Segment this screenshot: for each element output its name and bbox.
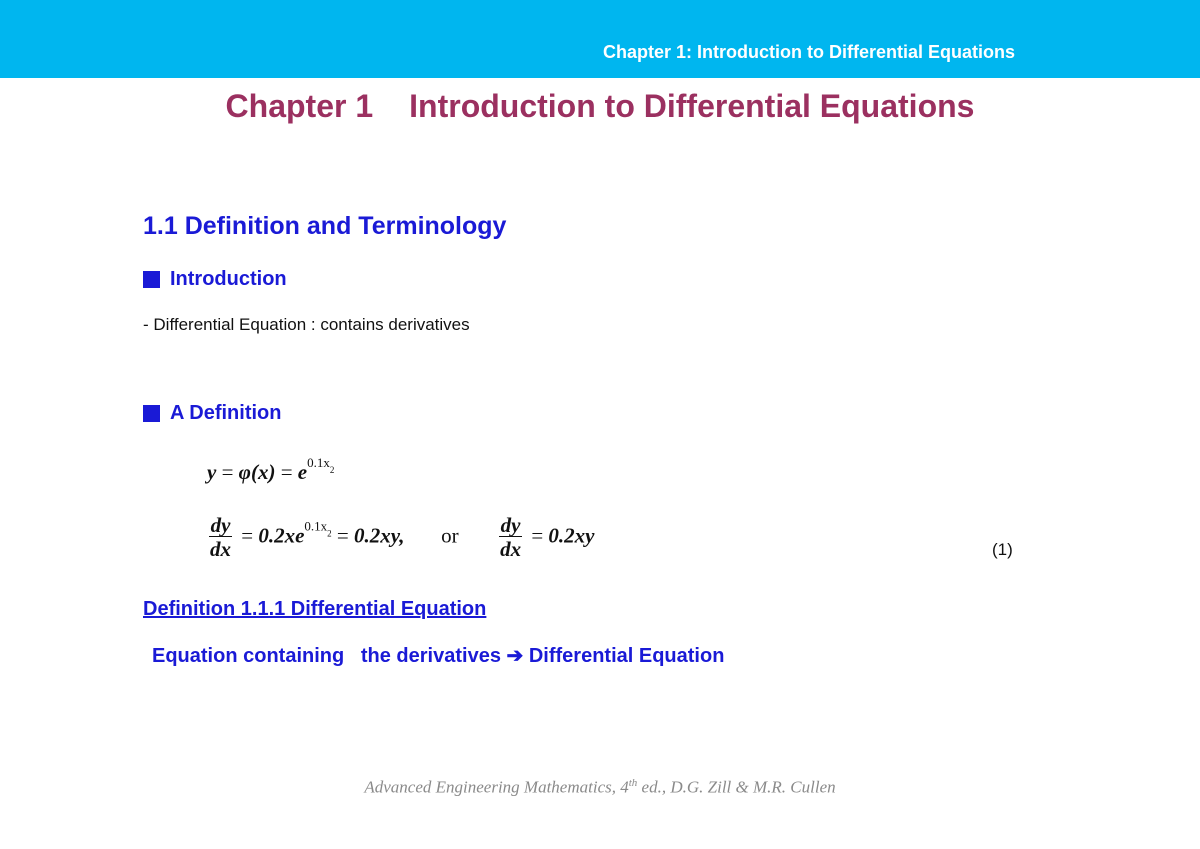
eq1-phi: φ(x): [238, 460, 276, 484]
eq1-exponent: 0.1x: [307, 455, 330, 470]
intro-heading: [143, 268, 287, 291]
eq1-exponent-power: 2: [329, 465, 335, 475]
definition-body-part1: Equation containing the derivatives: [152, 645, 501, 667]
page-title: [0, 88, 1200, 125]
equation-derivative: $\frac{dy}{dx}$ = $0.2xe^{0.1x2} = 0.2xy$, or $\frac{dy}{dx}$ = 0.2xy: [210, 513, 595, 561]
or-word: or: [441, 523, 459, 548]
eq3-rhs: 0.2xy: [548, 523, 595, 548]
section-heading: 1.1 Definition and Terminology: [143, 212, 507, 240]
eq2-mid: 0.2xe: [258, 523, 305, 548]
right-arrow-icon: ➔: [506, 645, 524, 667]
eq2-exponent-power: 2: [327, 528, 332, 539]
eq1-lhs: y: [207, 460, 217, 484]
footer-superscript: th: [628, 777, 638, 789]
footer-text-before: Advanced Engineering Mathematics, 4: [364, 777, 629, 797]
intro-heading-label: Introduction: [170, 268, 287, 290]
fraction-numerator: dy: [210, 513, 231, 537]
definition-heading: [143, 402, 281, 425]
eq2-rhs: 0.2xy,: [354, 523, 405, 548]
running-header: Chapter 1: Introduction to Differential Equations: [603, 42, 1016, 62]
footer-citation: [0, 777, 1200, 798]
fraction-denominator: dx: [500, 537, 522, 561]
header-band: [0, 0, 1200, 78]
square-bullet-icon: [143, 271, 160, 288]
definition-title: Definition 1.1.1 Differential Equation: [143, 598, 487, 620]
fraction-denominator: dx: [210, 537, 231, 561]
eq1-base: e: [297, 460, 308, 484]
square-bullet-icon: [143, 405, 160, 422]
footer-text-after: ed., D.G. Zill & M.R. Cullen: [637, 777, 836, 797]
definition-body-part2: Differential Equation: [528, 645, 725, 667]
equation-y-phi: $y = \varphi(x) = e^{0.1x2}$: [207, 455, 335, 484]
definition-heading-label: A Definition: [170, 402, 282, 424]
equation-number: (1): [992, 540, 1013, 559]
definition-body: [152, 643, 724, 668]
chapter-name: Introduction to Differential Equations: [409, 88, 975, 124]
intro-text: - Differential Equation : contains derivatives: [143, 315, 470, 334]
fraction-dy-dx: [208, 514, 233, 561]
fraction-numerator: dy: [500, 513, 521, 537]
chapter-label: Chapter 1: [225, 88, 374, 124]
eq2-exponent: 0.1x: [304, 518, 328, 534]
fraction-dy-dx: [498, 514, 523, 561]
